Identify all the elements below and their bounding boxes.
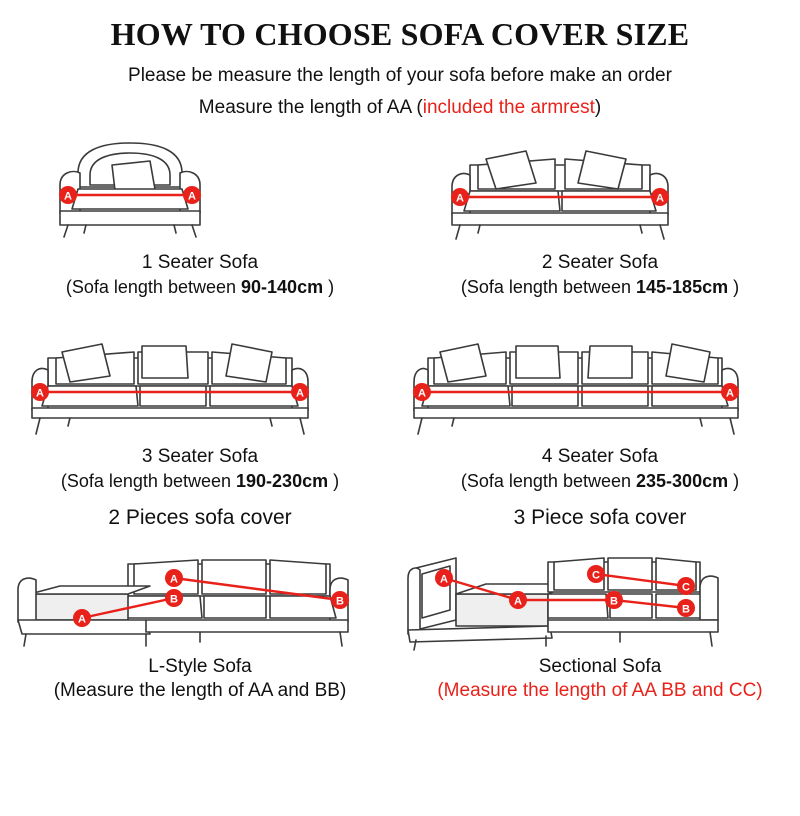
sofa-illustration-sectional [400,534,800,654]
svg-text:A: A [418,387,426,400]
sofa-label-3-seater: 3 Seater Sofa [141,446,259,467]
measure-note-suffix: ) [594,97,602,118]
sofa-illustration-4-seater [400,316,800,444]
sofa-card-sectional [400,506,800,678]
svg-text:A: A [514,595,522,608]
range-suffix: ) [328,277,335,297]
svg-text:B: B [610,595,618,608]
sofa-card-l-style [0,506,400,678]
range-prefix: (Sofa length between [460,277,631,297]
sofa-row-1 [0,125,800,298]
svg-text:A: A [170,573,178,586]
sofa-label-1-seater: 1 Seater Sofa [141,252,259,273]
sofa-range-1-seater [0,277,400,298]
sofa-label-2-seater: 2 Seater Sofa [541,252,659,273]
range-value: 190-230cm [236,471,329,491]
measure-note [0,97,800,119]
svg-text:A: A [726,387,734,400]
heading-3-pieces: 3 Piece sofa cover [513,506,687,529]
svg-text:A: A [456,192,464,205]
sofa-illustration-l-style [0,534,400,654]
range-prefix: (Sofa length between [65,277,236,297]
measure-note-highlight: included the armrest [422,97,595,118]
svg-text:B: B [682,603,690,616]
footer-sectional: (Measure the length of AA BB and CC) [437,680,763,701]
svg-text:A: A [440,573,448,586]
svg-text:A: A [36,387,44,400]
sofa-range-4-seater [400,471,800,492]
sofa-label-4-seater: 4 Seater Sofa [541,446,659,467]
sofa-card-4-seater [400,316,800,492]
footer-row [0,680,800,702]
range-value: 145-185cm [636,277,729,297]
range-value: 235-300cm [636,471,729,491]
svg-text:B: B [336,595,344,608]
sofa-range-3-seater [0,471,400,492]
sofa-illustration-2-seater [400,125,800,250]
sofa-card-1-seater [0,125,400,298]
svg-text:A: A [656,192,664,205]
page-title: HOW TO CHOOSE SOFA COVER SIZE [110,16,690,52]
footer-l-style: (Measure the length of AA and BB) [53,680,347,701]
sofa-row-2 [0,316,800,492]
sofa-row-3 [0,506,800,678]
svg-text:C: C [592,569,600,582]
sofa-size-guide [0,16,800,816]
page-subtitle: Please be measure the length of your sofa before make an order [128,65,672,86]
svg-text:A: A [188,190,196,203]
heading-2-pieces: 2 Pieces sofa cover [108,506,292,529]
sofa-label-l-style: L-Style Sofa [148,656,252,677]
range-suffix: ) [333,471,340,491]
range-suffix: ) [733,277,740,297]
range-prefix: (Sofa length between [60,471,231,491]
range-prefix: (Sofa length between [460,471,631,491]
sofa-label-sectional: Sectional Sofa [538,656,662,677]
sofa-illustration-1-seater [0,125,400,250]
sofa-range-2-seater [400,277,800,298]
sofa-illustration-3-seater [0,316,400,444]
measure-note-prefix: Measure the length of AA ( [198,97,423,118]
svg-text:A: A [296,387,304,400]
sofa-card-3-seater [0,316,400,492]
range-value: 90-140cm [241,277,324,297]
svg-text:B: B [170,593,178,606]
range-suffix: ) [733,471,740,491]
sofa-card-2-seater [400,125,800,298]
svg-text:A: A [78,613,86,626]
svg-text:C: C [682,581,690,594]
svg-text:A: A [64,190,72,203]
